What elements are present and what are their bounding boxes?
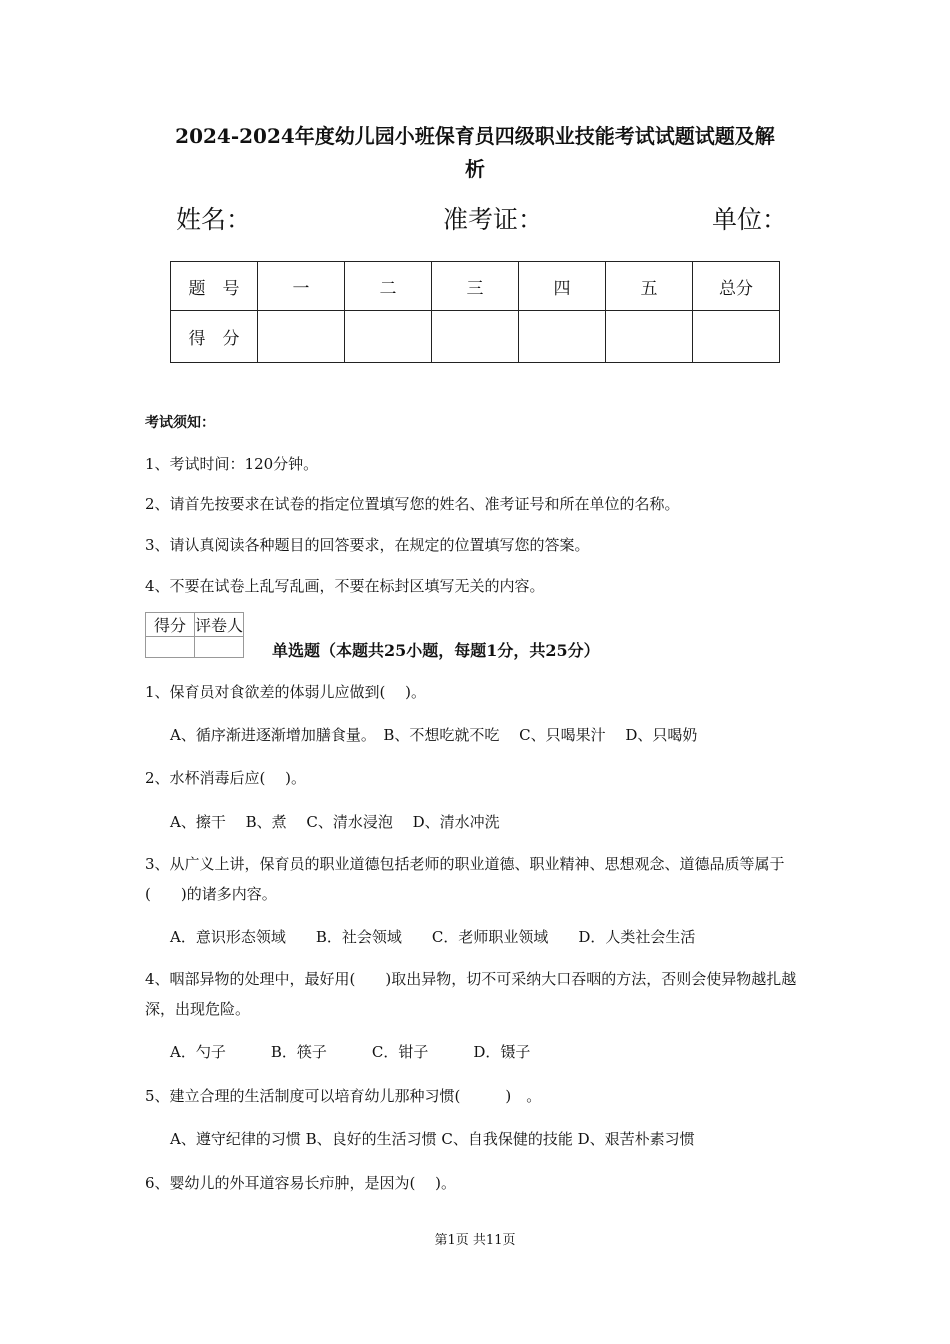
question-stem: 3、从广义上讲，保育员的职业道德包括老师的职业道德、职业精神、思想观念、道德品质等属于( )的诸多内容。 bbox=[145, 855, 785, 903]
score-table-header-cell: 二 bbox=[345, 262, 432, 311]
question-options: A．意识形态领域 B．社会领域 C．老师职业领域 D．人类社会生活 bbox=[170, 928, 696, 946]
score-table-header-total: 总分 bbox=[693, 262, 780, 311]
score-cell bbox=[258, 311, 345, 363]
notice-item: 4、不要在试卷上乱写乱画，不要在标封区填写无关的内容。 bbox=[145, 577, 545, 595]
grader-box-grader-cell bbox=[195, 637, 244, 658]
score-cell bbox=[693, 311, 780, 363]
score-table bbox=[170, 261, 780, 363]
question-options: A．勺子 B．筷子 C．钳子 D．镊子 bbox=[170, 1043, 531, 1061]
grader-box-score-label: 得分 bbox=[146, 613, 195, 637]
score-table-header-cell: 五 bbox=[606, 262, 693, 311]
grader-box bbox=[145, 612, 244, 658]
unit-field-label: 单位： bbox=[712, 205, 788, 234]
score-cell bbox=[606, 311, 693, 363]
score-cell bbox=[432, 311, 519, 363]
question-stem: 1、保育员对食欲差的体弱儿应做到( )。 bbox=[145, 683, 427, 701]
document-title-line1: 2024-2024年度幼儿园小班保育员四级职业技能考试试题试题及解 bbox=[175, 124, 775, 148]
notice-heading: 考试须知： bbox=[145, 415, 215, 431]
score-cell bbox=[519, 311, 606, 363]
score-table-header-label: 题 号 bbox=[171, 262, 258, 311]
grader-box-grader-label: 评卷人 bbox=[195, 613, 244, 637]
score-table-header-cell: 三 bbox=[432, 262, 519, 311]
score-table-score-row bbox=[171, 311, 780, 363]
name-field-label: 姓名： bbox=[176, 205, 252, 234]
score-table-header-cell: 一 bbox=[258, 262, 345, 311]
notice-item: 1、考试时间：120分钟。 bbox=[145, 455, 319, 473]
grader-box-score-cell bbox=[146, 637, 195, 658]
notice-item: 3、请认真阅读各种题目的回答要求，在规定的位置填写您的答案。 bbox=[145, 536, 590, 554]
document-title-line2: 析 bbox=[465, 157, 485, 181]
score-table-header-cell: 四 bbox=[519, 262, 606, 311]
question-stem: 2、水杯消毒后应( )。 bbox=[145, 769, 307, 787]
question-stem: 6、婴幼儿的外耳道容易长疖肿，是因为( )。 bbox=[145, 1174, 457, 1192]
question-stem: 4、咽部异物的处理中，最好用( )取出异物，切不可采纳大口吞咽的方法，否则会使异物越扎越深，出现危险。 bbox=[145, 970, 797, 1018]
exam-id-field-label: 准考证： bbox=[443, 205, 544, 234]
notice-item: 2、请首先按要求在试卷的指定位置填写您的姓名、准考证号和所在单位的名称。 bbox=[145, 495, 680, 513]
score-cell bbox=[345, 311, 432, 363]
score-table-header-row bbox=[171, 262, 780, 311]
score-table-row-label: 得 分 bbox=[171, 311, 258, 363]
page-footer: 第1页 共11页 bbox=[434, 1233, 516, 1248]
section-title: 单选题（本题共25小题，每题1分，共25分） bbox=[272, 641, 600, 660]
question-options: A、擦干 B、煮 C、清水浸泡 D、清水冲洗 bbox=[170, 813, 500, 831]
question-options: A、遵守纪律的习惯 B、良好的生活习惯 C、自我保健的技能 D、艰苦朴素习惯 bbox=[170, 1130, 695, 1148]
question-options: A、循序渐进逐渐增加膳食量。 B、不想吃就不吃 C、只喝果汁 D、只喝奶 bbox=[170, 726, 698, 744]
question-stem: 5、建立合理的生活制度可以培育幼儿那种习惯( ) 。 bbox=[145, 1087, 542, 1105]
